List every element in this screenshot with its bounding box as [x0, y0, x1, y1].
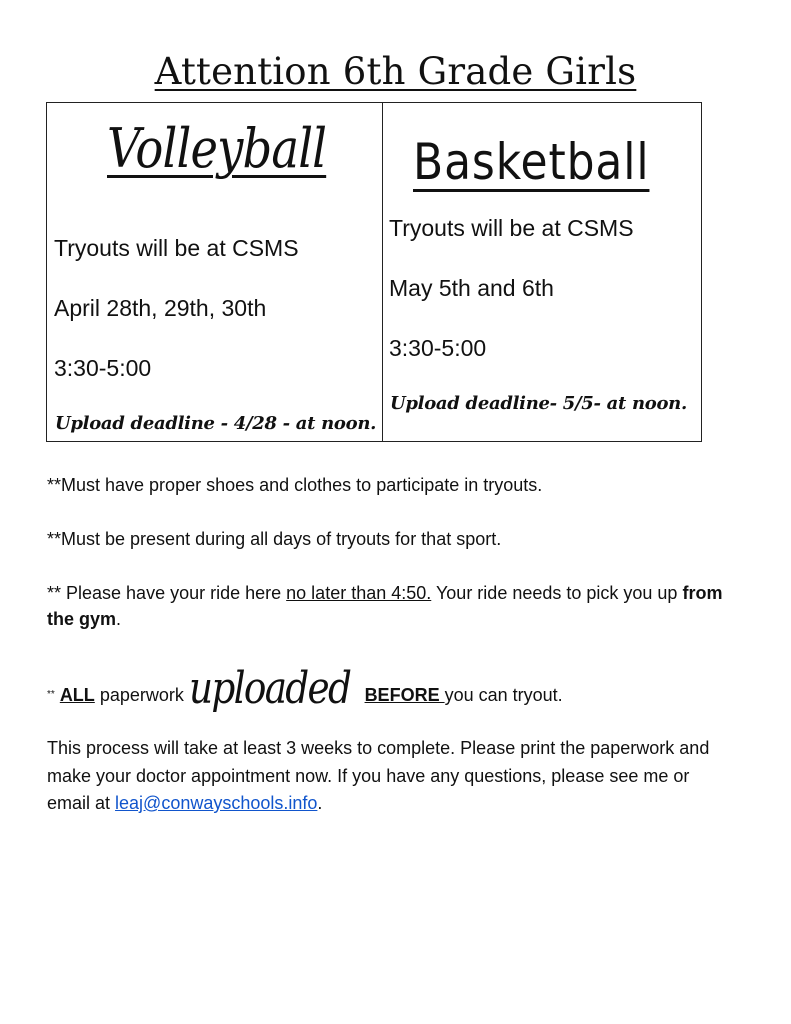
volleyball-heading: Volleyball: [107, 117, 327, 180]
paperwork-word: paperwork: [99, 685, 184, 705]
ride-suffix: .: [116, 609, 122, 629]
volleyball-time: 3:30-5:00: [54, 355, 152, 381]
ride-deadline: no later than 4:50.: [286, 583, 432, 603]
volleyball-cell: [47, 103, 383, 441]
basketball-cell: [383, 103, 701, 441]
note-ride: [47, 580, 727, 632]
volleyball-deadline: Upload deadline - 4/28 - at noon.: [55, 413, 377, 434]
paperwork-stars: **: [47, 689, 55, 700]
paperwork-uploaded: uploaded: [188, 663, 351, 714]
sports-table: [46, 102, 702, 442]
basketball-heading: Basketball: [413, 133, 650, 191]
volleyball-dates: April 28th, 29th, 30th: [54, 295, 267, 321]
basketball-deadline: Upload deadline- 5/5- at noon.: [390, 393, 687, 414]
ride-mid: Your ride needs to pick you up: [431, 583, 683, 603]
email-link[interactable]: leaj@conwayschools.info: [115, 793, 318, 813]
basketball-time: 3:30-5:00: [389, 335, 487, 361]
note-present: **Must be present during all days of tryouts for that sport.: [47, 529, 502, 549]
note-process: [47, 735, 727, 818]
volleyball-location: Tryouts will be at CSMS: [54, 235, 299, 261]
basketball-dates: May 5th and 6th: [389, 275, 554, 301]
process-text: This process will take at least 3 weeks to complete. Please print the paperwork and make your doctor appointment now. If you have any questions, please see me or email at: [47, 738, 710, 813]
paperwork-before: BEFORE: [364, 685, 445, 705]
process-end: .: [317, 793, 323, 813]
basketball-location: Tryouts will be at CSMS: [389, 215, 634, 241]
paperwork-all: ALL: [59, 685, 95, 705]
ride-prefix: ** Please have your ride here: [47, 583, 287, 603]
note-shoes: **Must have proper shoes and clothes to participate in tryouts.: [47, 475, 543, 495]
ride-location: from the gym: [47, 583, 723, 629]
paperwork-suffix: you can tryout.: [444, 685, 563, 705]
page-title: Attention 6th Grade Girls: [154, 50, 637, 93]
note-paperwork: [47, 663, 747, 714]
